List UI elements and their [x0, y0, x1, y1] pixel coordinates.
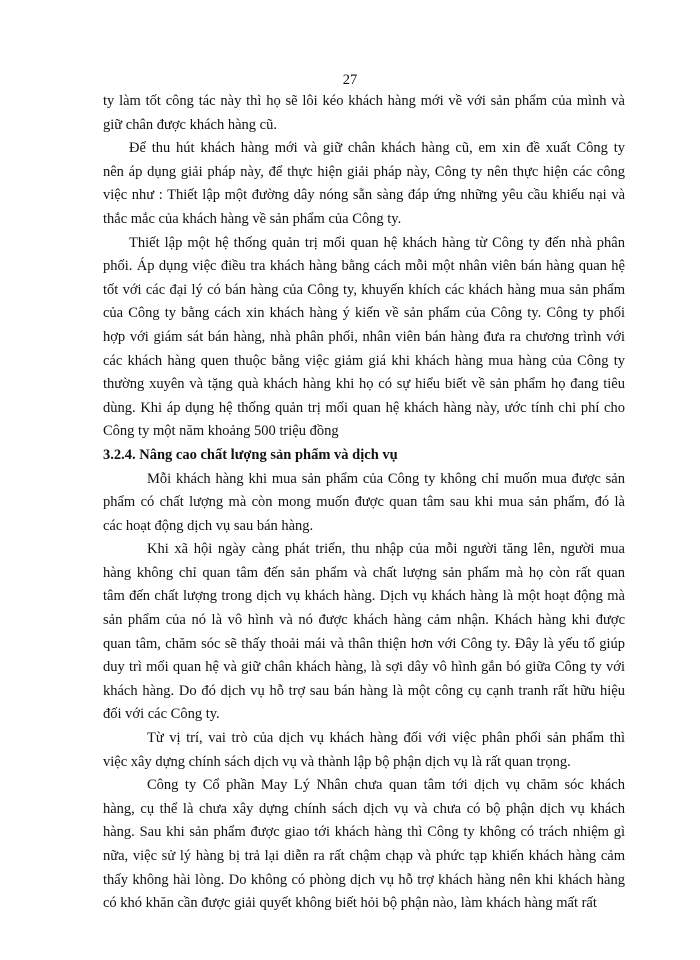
text-line: phối. Áp dụng việc điều tra khách hàng bằng cách mỗi một nhân viên bán hàng quan hệ: [103, 258, 625, 275]
text-line: việc xây dựng chính sách dịch vụ và thành lập bộ phận dịch vụ là rất quan trọng.: [103, 753, 571, 770]
text-line: thấy không hài lòng. Do không có phòng dịch vụ hỗ trợ khách hàng nên khi khách hàng: [103, 871, 625, 888]
text-line: Khi xã hội ngày càng phát triển, thu nhập của mỗi người tăng lên, người mua: [147, 541, 625, 558]
text-line: dùng. Khi áp dụng hệ thống quản trị mối quan hệ khách hàng này, ước tính chi phí cho: [103, 399, 625, 416]
text-line: tâm đến chất lượng trong dịch vụ khách hàng. Dịch vụ khách hàng là một hoạt động mà: [103, 588, 625, 605]
text-line: các hoạt động dịch vụ sau bán hàng.: [103, 517, 314, 534]
text-line: của Công ty bằng cách xin khách hàng ý kiến về sản phẩm của Công ty. Công ty phối: [103, 305, 625, 322]
text-line: có khó khăn cần được giải quyết không biết hỏi bộ phận nào, làm khách hàng mất rất: [103, 895, 597, 912]
text-line: khách hàng. Do đó dịch vụ hỗ trợ sau bán hàng là một công cụ cạnh tranh rất hữu hiệu: [103, 682, 625, 699]
text-line: các khách hàng quen thuộc bằng việc giảm giá khi khách hàng mua hàng của Công ty: [103, 352, 625, 369]
text-line: Mỗi khách hàng khi mua sản phẩm của Công ty không chỉ muốn mua được sản: [147, 470, 625, 487]
text-line: hàng. Sau khi sản phẩm được giao tới khách hàng thì Công ty không có trách nhiệm gì: [103, 824, 625, 841]
text-line: Thiết lập một hệ thống quản trị mối quan hệ khách hàng từ Công ty đến nhà phân: [129, 234, 625, 251]
text-line: hợp với giám sát bán hàng, nhà phân phối, nhân viên bán hàng đưa ra chương trình với: [103, 328, 625, 345]
page-number: 27: [342, 72, 358, 88]
paragraph: [103, 232, 625, 444]
text-line: thường xuyên và tặng quà khách hàng khi họ có sự hiểu biết về sản phẩm họ đang tiêu: [103, 376, 625, 393]
text-line: nên áp dụng giải pháp này, để thực hiện giải pháp này, Công ty nên thực hiện các công: [103, 163, 625, 180]
text-line: đối với các Công ty.: [103, 706, 220, 723]
heading-text: 3.2.4. Nâng cao chất lượng sản phẩm và dịch vụ: [103, 446, 398, 463]
text-line: hàng, cụ thể là chưa xây dựng chính sách dịch vụ và chưa có bộ phận dịch vụ khách: [103, 800, 625, 817]
text-line: Từ vị trí, vai trò của dịch vụ khách hàng đối với việc phân phối sản phẩm thì: [147, 730, 625, 747]
paragraph: [103, 727, 625, 774]
text-line: nữa, việc sử lý hàng bị trả lại diễn ra rất chậm chạp và phức tạp khiến khách hàng cảm: [103, 848, 625, 864]
paragraph: [103, 538, 625, 727]
section-heading: [103, 444, 625, 468]
text-line: tốt với các đại lý có bán hàng của Công ty, khuyến khích các khách hàng mua sản phẩm: [103, 281, 625, 298]
text-line: Công ty một năm khoảng 500 triệu đồng: [103, 423, 339, 440]
paragraph: [103, 468, 625, 539]
text-line: Để thu hút khách hàng mới và giữ chân khách hàng cũ, em xin đề xuất Công ty: [129, 140, 625, 157]
text-line: Công ty Cổ phần May Lý Nhân chưa quan tâm tới dịch vụ chăm sóc khách: [147, 777, 625, 794]
text-line: thắc mắc của khách hàng về sản phẩm của Công ty.: [103, 210, 402, 227]
text-line: sản phẩm của nó là vô hình và nó được khách hàng cảm nhận. Khách hàng khi được: [103, 612, 625, 629]
text-line: hàng không chỉ quan tâm đến sản phẩm và chất lượng sản phẩm mà họ còn rất quan: [103, 564, 625, 581]
text-line: ty làm tốt công tác này thì họ sẽ lôi kéo khách hàng mới về với sản phẩm của mình và: [103, 93, 625, 109]
document-body: [103, 90, 625, 916]
text-line: việc như : Thiết lập một đường dây nóng sẵn sàng đáp ứng những yêu cầu khiếu nại và: [103, 187, 625, 204]
text-line: quan tâm, chăm sóc sẽ thấy thoải mái và thân thiện hơn với Công ty. Đây là yếu tố giúp: [103, 635, 625, 652]
paragraph: [103, 774, 625, 916]
text-line: duy trì mối quan hệ và giữ chân khách hàng, là sợi dây vô hình gắn bó giữa Công ty với: [103, 659, 625, 676]
text-line: phẩm có chất lượng mà còn mong muốn được quan tâm sau khi mua sản phẩm, đó là: [103, 494, 625, 511]
paragraph: [103, 137, 625, 231]
paragraph: [103, 90, 625, 137]
text-line: giữ chân được khách hàng cũ.: [103, 116, 277, 133]
